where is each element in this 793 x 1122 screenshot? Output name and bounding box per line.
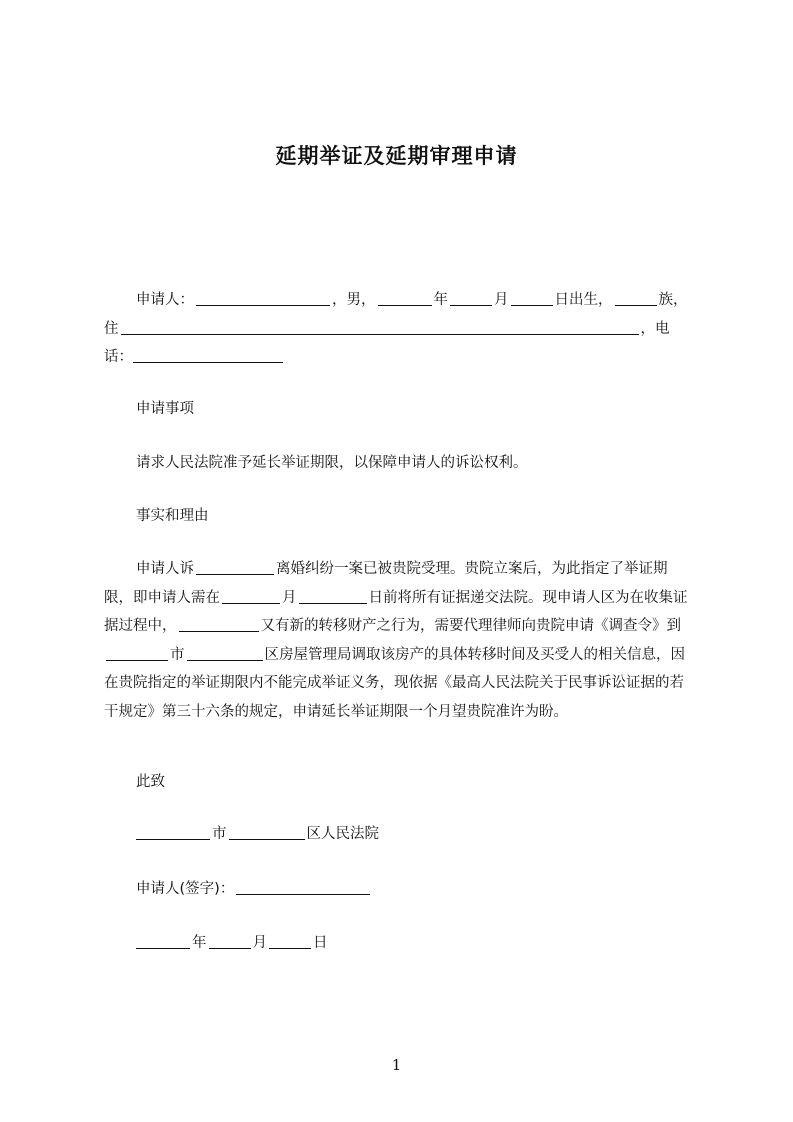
date-month-label: 月 <box>252 935 267 951</box>
address-blank <box>121 317 639 335</box>
phone-label: ，电话： <box>104 320 670 365</box>
page-number: 1 <box>391 1056 402 1074</box>
gender-text: ，男， <box>332 292 376 308</box>
facts-district-blank <box>187 643 263 661</box>
facts-text-7: 区房屋管理局调取该房产的具体转移时间及买受人的相关信息，因在贵院指定的举证期限内不能完成举证义务，现依据《最高人民法院关于民事诉讼证据的若干规定》第三十六条的规定，申请延长举证期限一个月望贵院准许为盼。 <box>104 646 685 720</box>
birth-year-blank <box>378 288 432 306</box>
signature-line <box>104 875 696 904</box>
document-title: 延期举证及延期审理申请 <box>275 144 518 168</box>
date-day-label: 日 <box>313 935 328 951</box>
born-label: 日出生， <box>554 292 613 308</box>
date-year-blank <box>136 931 190 949</box>
birth-year-label: 年 <box>433 292 448 308</box>
signature-blank <box>236 877 370 895</box>
facts-city-blank <box>106 643 168 661</box>
court-district-blank <box>229 822 305 840</box>
applicant-info <box>104 286 696 372</box>
facts-text-1: 申请人诉 <box>136 561 194 577</box>
name-blank <box>196 288 330 306</box>
request-text: 请求人民法院准予延长举证期限，以保障申请人的诉讼权利。 <box>136 455 528 471</box>
court-city-blank <box>136 822 210 840</box>
facts-paragraph <box>104 555 696 726</box>
opposing-party-blank <box>179 614 259 632</box>
residence-label: 住 <box>104 320 119 337</box>
facts-text-6: 市 <box>170 646 185 663</box>
facts-text-5: 又有新的转移财产之行为，需要代理律师向贵院申请《调查令》到 <box>260 618 681 634</box>
date-month-blank <box>209 931 251 949</box>
facts-text-3: 月 <box>282 589 297 606</box>
phone-blank <box>133 345 283 363</box>
request-heading: 申请事项 <box>136 401 194 417</box>
birth-month-blank <box>450 288 492 306</box>
court-line <box>104 820 696 849</box>
facts-text-2: 离婚纠纷一案已被贵院受理。贵院立案后，为此指定了举证期限，即申请人需在 <box>104 561 668 606</box>
deadline-month-blank <box>222 586 280 604</box>
deadline-day-blank <box>299 586 367 604</box>
signature-label: 申请人(签字)： <box>136 881 235 897</box>
court-name-label: 区人民法院 <box>306 826 379 842</box>
court-city-label: 市 <box>212 826 227 842</box>
birth-month-label: 月 <box>494 292 509 308</box>
ethnicity-label: 族， <box>658 292 688 308</box>
date-day-blank <box>269 931 311 949</box>
date-line <box>104 929 696 958</box>
applicant-label: 申请人： <box>136 292 194 308</box>
respondent-blank <box>196 557 274 575</box>
date-year-label: 年 <box>192 935 207 951</box>
ethnicity-blank <box>615 288 657 306</box>
facts-heading: 事实和理由 <box>136 508 209 524</box>
birth-day-blank <box>511 288 553 306</box>
closing: 此致 <box>136 774 165 790</box>
facts-text-4: 日前将所有证据递交法院。现申请人区为在收集证据过程中， <box>104 589 688 634</box>
